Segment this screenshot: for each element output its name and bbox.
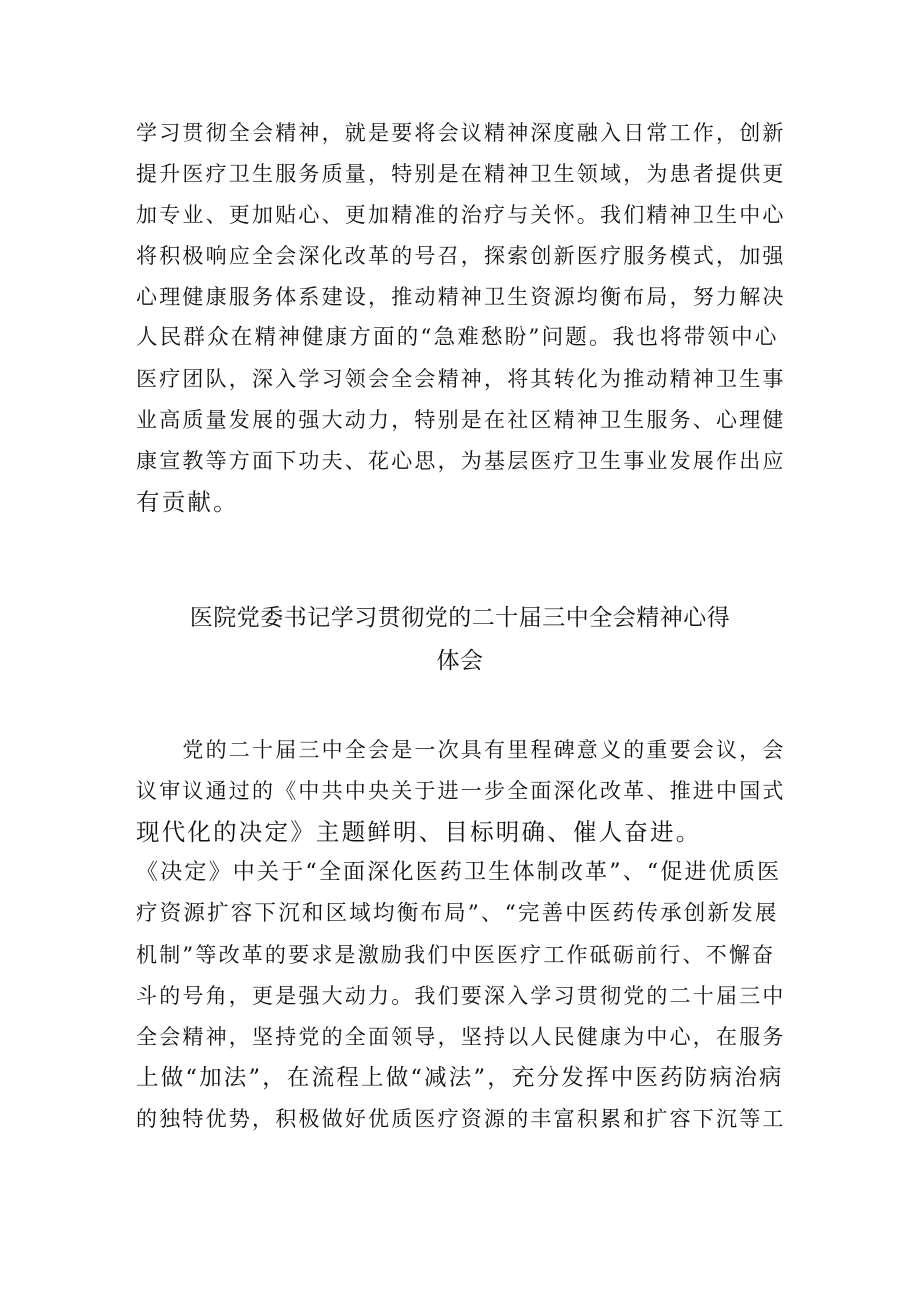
heading-line-2: 体会 [436,648,484,674]
paragraph-2-line: 的独特优势，积极做好优质医疗资源的丰富积累和扩容下沉等工 [136,1107,786,1131]
paragraph-1-line: 学习贯彻全会精神，就是要将会议精神深度融入日常工作，创新 [136,121,786,145]
paragraph-1-line: 加专业、更加贴心、更加精准的治疗与关怀。我们精神卫生中心 [136,203,786,227]
paragraph-2-line: 党的二十届三中全会是一次具有里程碑意义的重要会议，会 [136,738,786,762]
paragraph-2-line: 《决定》中关于“全面深化医药卫生体制改革”、“促进优质医 [136,860,782,885]
paragraph-1-line: 人民群众在精神健康方面的“急难愁盼”问题。我也将带领中心 [136,325,779,350]
paragraph-1-line: 业高质量发展的强大动力，特别是在社区精神卫生服务、心理健 [136,408,786,432]
paragraph-2-line: 上做“加法”，在流程上做“减法”，充分发挥中医药防病治病 [136,1065,784,1091]
paragraph-2-line: 全会精神，坚持党的全面领导，坚持以人民健康为中心，在服务 [136,1025,786,1049]
paragraph-1-line: 提升医疗卫生服务质量，特别是在精神卫生领域，为患者提供更 [136,162,786,186]
paragraph-1-line: 将积极响应全会深化改革的号召，探索创新医疗服务模式，加强 [136,244,786,268]
paragraph-2-line: 斗的号角，更是强大动力。我们要深入学习贯彻党的二十届三中 [136,984,786,1008]
paragraph-1-line: 心理健康服务体系建设，推动精神卫生资源均衡布局，努力解决 [136,285,786,309]
paragraph-1-line: 医疗团队，深入学习领会全会精神，将其转化为推动精神卫生事 [136,367,786,391]
paragraph-2-line: 现代化的决定》主题鲜明、目标明确、催人奋进。 [136,818,702,846]
paragraph-2-line: 议审议通过的《中共中央关于进一步全面深化改革、推进中国式 [136,779,786,803]
paragraph-1-line: 康宣教等方面下功夫、花心思，为基层医疗卫生事业发展作出应 [136,449,786,473]
paragraph-1-line: 有贡献。 [136,488,239,516]
heading-line-1: 医院党委书记学习贯彻党的二十届三中全会精神心得 [189,605,731,631]
paragraph-2-line: 疗资源扩容下沉和区域均衡布局”、“完善中医药传承创新发展 [136,901,779,926]
paragraph-2-line: 机制”等改革的要求是激励我们中医医疗工作砥砺前行、不懈奋 [136,943,776,967]
